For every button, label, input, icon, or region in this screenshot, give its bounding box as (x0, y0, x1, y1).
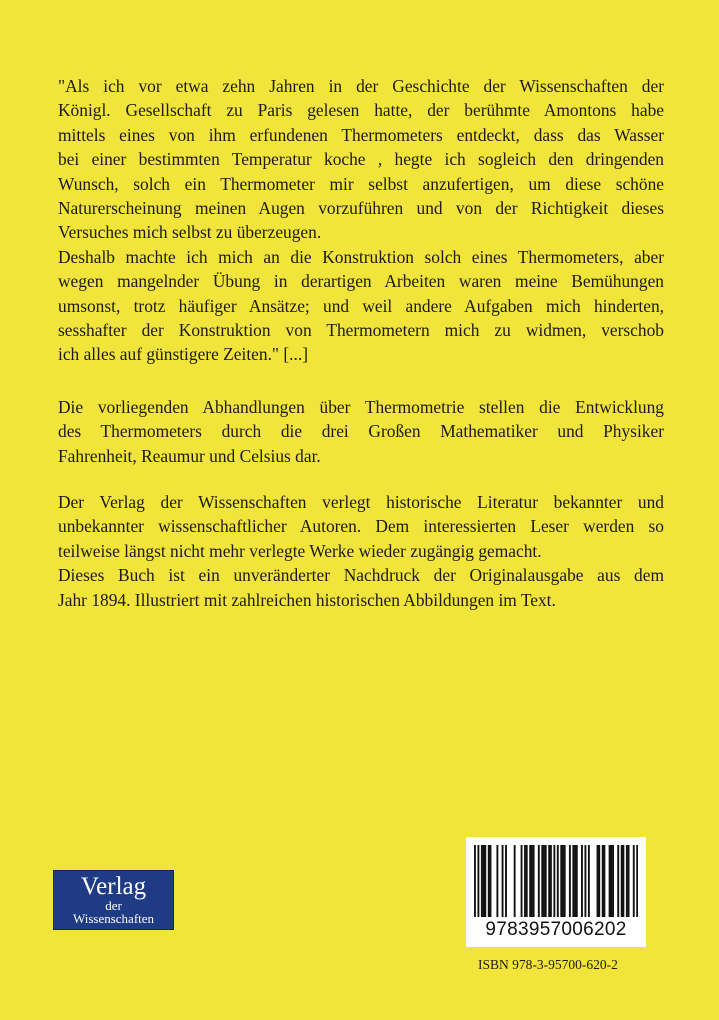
barcode-bar (483, 845, 485, 917)
barcode-bar (562, 845, 564, 917)
quote-line: "Als ich vor etwa zehn Jahren in der Geschichte der Wissenschaften der (58, 76, 664, 96)
quote-line: Königl. Gesellschaft zu Paris gelesen hatte, der berühmte Amontons habe (58, 100, 664, 121)
barcode-bar (538, 845, 540, 917)
publisher-logo (53, 870, 174, 930)
barcode (466, 837, 646, 947)
barcode-bar (488, 845, 490, 917)
abhandlungen-line: Fahrenheit, Reaumur und Celsius dar. (58, 445, 321, 466)
quote-line: sesshafter der Konstruktion von Thermometern mich zu widmen, verschob (58, 320, 664, 341)
barcode-bar (543, 845, 545, 917)
barcode-bar (529, 845, 531, 917)
verlag-paragraph (58, 490, 664, 612)
barcode-bar (626, 845, 628, 917)
abhandlungen-paragraph (58, 395, 664, 468)
barcode-bar (484, 845, 486, 917)
barcode-bar (496, 845, 498, 917)
barcode-bar (628, 845, 630, 917)
quote-line: ich alles auf günstigere Zeiten." [...] (58, 344, 308, 365)
barcode-bar (574, 845, 576, 917)
barcode-bar (550, 845, 552, 917)
barcode-bar (584, 845, 586, 917)
logo-wissenschaften: Wissenschaften (72, 911, 155, 926)
barcode-bar (560, 845, 562, 917)
verlag-line: unbekannter wissenschaftlicher Autoren. Dem interessierten Leser werden so (58, 516, 664, 537)
barcode-bar (557, 845, 559, 917)
barcode-bar (545, 845, 547, 917)
barcode-bar (617, 845, 619, 917)
barcode-bar (524, 845, 526, 917)
barcode-bar (576, 845, 578, 917)
barcode-bar (581, 845, 583, 917)
barcode-bar (553, 845, 555, 917)
abhandlungen-line: des Thermometers durch die drei Großen Mathematiker und Physiker (58, 421, 664, 442)
verlag-line: teilweise längst nicht mehr verlegte Werke wieder zugängig gemacht. (58, 540, 542, 561)
barcode-bar (612, 845, 614, 917)
quote-line: wegen mangelnder Übung in derartigen Arbeiten waren meine Bemühungen (58, 271, 664, 292)
barcode-bar (610, 845, 612, 917)
quote-line: Versuches mich selbst zu überzeugen. (58, 222, 322, 243)
verlag-line: Jahr 1894. Illustriert mit zahlreichen historischen Abbildungen im Text. (58, 589, 556, 610)
barcode-bar (481, 845, 483, 917)
barcode-bar (514, 845, 516, 917)
quote-line: Naturerscheinung meinen Augen vorzuführen und von der Richtigkeit dieses (58, 198, 664, 219)
barcode-bar (548, 845, 550, 917)
logo-verlag: Verlag (80, 873, 147, 900)
quote-line: mittels eines von ihm erfundenen Thermometers entdeckt, dass das Wasser (58, 124, 664, 145)
logo-der: der (105, 898, 122, 913)
quote-line: umsonst, trotz häufiger Ansätze; und weil andere Aufgaben mich hinderten, (58, 295, 664, 316)
isbn-label: ISBN 978-3-95700-620-2 (478, 957, 618, 972)
verlag-line: Dieses Buch ist ein unveränderter Nachdruck der Originalausgabe aus dem (58, 565, 664, 586)
abhandlungen-line: Die vorliegenden Abhandlungen über Thermometrie stellen die Entwicklung (58, 397, 664, 417)
barcode-bar (602, 845, 604, 917)
barcode-bar (603, 845, 605, 917)
barcode-bar (526, 845, 528, 917)
barcode-bar (490, 845, 492, 917)
verlag-line: Der Verlag der Wissenschaften verlegt historische Literatur bekannter und (58, 492, 664, 512)
barcode-bar (588, 845, 590, 917)
barcode-bar (502, 845, 504, 917)
barcode-bar (569, 845, 571, 917)
barcode-bar (521, 845, 523, 917)
barcode-bar (598, 845, 600, 917)
barcode-bar (609, 845, 611, 917)
quote-line: Wunsch, solch ein Thermometer mir selbst anzufertigen, um diese schöne (58, 173, 664, 194)
barcode-bar (621, 845, 623, 917)
barcode-bar (533, 845, 535, 917)
barcode-bar (622, 845, 624, 917)
barcode-bar (572, 845, 574, 917)
barcode-bar (505, 845, 507, 917)
barcode-bar (636, 845, 638, 917)
quote-line: Deshalb machte ich mich an die Konstruktion solch eines Thermometers, aber (58, 246, 664, 267)
barcode-bar (564, 845, 566, 917)
quote-line: bei einer bestimmten Temperatur koche , hegte ich sogleich den dringenden (58, 149, 664, 170)
barcode-bar (474, 845, 476, 917)
barcode-bar (541, 845, 543, 917)
barcode-bar (531, 845, 533, 917)
barcode-bars (474, 845, 638, 917)
barcode-bar (597, 845, 599, 917)
barcode-bar (633, 845, 635, 917)
barcode-digits: 9783957006202 (485, 919, 627, 940)
barcode-bar (477, 845, 479, 917)
quote-paragraph (58, 74, 664, 367)
